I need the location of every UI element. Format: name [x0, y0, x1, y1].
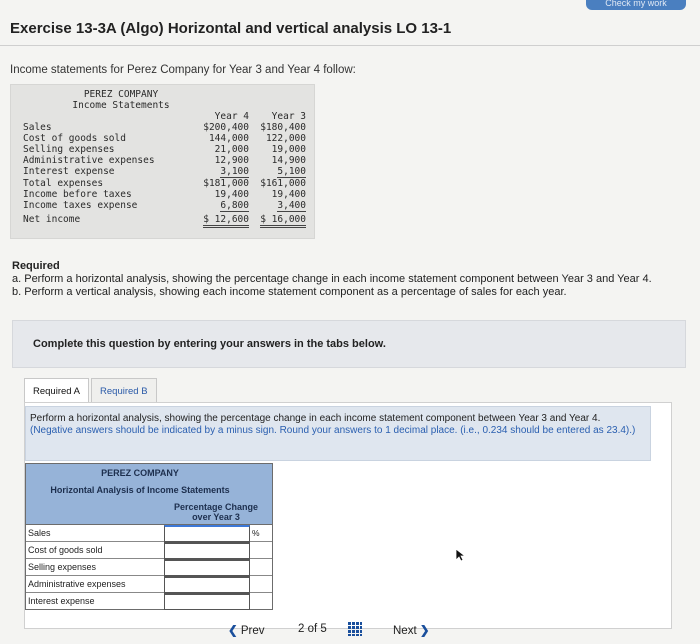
required-b-text: b. Perform a vertical analysis, showing each income statement component as a percentage of sales for each year.	[12, 286, 567, 298]
year3-value: 5,100	[277, 166, 306, 177]
tab-required-b[interactable]: Required B	[91, 378, 157, 404]
statement-row	[11, 214, 314, 226]
table-row	[26, 559, 272, 576]
row-label: Income before taxes	[23, 189, 132, 200]
year4-value: 144,000	[208, 133, 249, 144]
table-header	[26, 464, 272, 525]
page-position: 2 of 5	[298, 623, 327, 635]
row-label: Sales	[23, 122, 52, 133]
row-label: Cost of goods sold	[23, 133, 126, 144]
row-label: Administrative expenses	[23, 155, 155, 166]
year4-value: 3,100	[220, 166, 249, 177]
prev-label: Prev	[240, 625, 265, 637]
row-label: Net income	[23, 214, 81, 225]
row-label: Administrative expenses	[28, 579, 126, 589]
col-year4-header: Year 4	[214, 111, 249, 122]
statement-row	[11, 200, 314, 212]
row-label: Income taxes expense	[23, 200, 138, 211]
statement-company: PEREZ COMPANY	[83, 89, 159, 100]
year4-value: $181,000	[203, 178, 249, 189]
row-label: Total expenses	[23, 178, 104, 189]
pagination	[228, 620, 448, 640]
percentage-change-header: Percentage Change over Year 3	[173, 502, 259, 522]
row-label: Interest expense	[23, 166, 115, 177]
year3-value: $161,000	[260, 178, 306, 189]
year4-value: 12,900	[214, 155, 249, 166]
row-label: Sales	[28, 528, 51, 538]
required-a-text: a. Perform a horizontal analysis, showing the percentage change in each income statement component between Year 3 and Year 4.	[12, 273, 652, 285]
year3-value: 3,400	[277, 200, 306, 211]
year3-value: 14,900	[271, 155, 306, 166]
table-row	[26, 525, 272, 542]
tab-panel	[24, 402, 672, 629]
year3-value: $180,400	[260, 122, 306, 133]
year4-value: 21,000	[214, 144, 249, 155]
interest-pct-input[interactable]	[164, 593, 250, 610]
complete-banner	[12, 320, 686, 368]
sales-pct-input[interactable]	[164, 525, 250, 542]
statement-row	[11, 166, 314, 178]
next-button[interactable]	[393, 623, 430, 637]
title-divider	[0, 45, 700, 46]
row-label: Selling expenses	[23, 144, 115, 155]
year4-value: $ 12,600	[203, 214, 249, 228]
table-row	[26, 576, 272, 593]
row-label: Cost of goods sold	[28, 545, 103, 555]
row-label: Selling expenses	[28, 562, 97, 572]
percent-symbol: %	[252, 528, 260, 538]
tab-required-a[interactable]: Required A	[24, 378, 89, 404]
table-title: Horizontal Analysis of Income Statements	[50, 485, 230, 495]
instructions-text: Perform a horizontal analysis, showing the percentage change in each income statement component between Year 3 and Year 4.	[30, 413, 601, 424]
admin-pct-input[interactable]	[164, 576, 250, 593]
instructions-box	[25, 406, 651, 461]
cogs-pct-input[interactable]	[164, 542, 250, 559]
instructions-note: (Negative answers should be indicated by a minus sign. Round your answers to 1 decimal place. (i.e., 0.234 should be entered as 23.4).)	[30, 425, 636, 436]
year3-value: 19,400	[271, 189, 306, 200]
required-section	[12, 260, 684, 299]
year4-value: $200,400	[203, 122, 249, 133]
year3-value: 19,000	[271, 144, 306, 155]
year4-value: 6,800	[220, 200, 249, 211]
intro-text: Income statements for Perez Company for Year 3 and Year 4 follow:	[10, 64, 356, 76]
year3-value: 122,000	[265, 133, 306, 144]
check-my-work-button[interactable]: Check my work	[586, 0, 686, 10]
complete-text: Complete this question by entering your answers in the tabs below.	[33, 338, 386, 350]
year4-value: 19,400	[214, 189, 249, 200]
table-row	[26, 593, 272, 609]
required-heading: Required	[12, 260, 60, 272]
horizontal-analysis-table	[25, 463, 273, 610]
requirement-tabs	[24, 378, 157, 404]
income-statement	[10, 84, 315, 239]
prev-button[interactable]	[228, 623, 265, 637]
chevron-right-icon: ❯	[419, 625, 430, 637]
grid-menu-icon[interactable]	[348, 622, 362, 636]
row-label: Interest expense	[28, 596, 95, 606]
table-company: PEREZ COMPANY	[101, 468, 179, 478]
col-year3-header: Year 3	[271, 111, 306, 122]
next-label: Next	[393, 625, 417, 637]
selling-pct-input[interactable]	[164, 559, 250, 576]
statement-title: Income Statements	[72, 100, 170, 111]
mouse-cursor-icon	[455, 548, 467, 562]
table-row	[26, 542, 272, 559]
page-title: Exercise 13-3A (Algo) Horizontal and vertical analysis LO 13-1	[10, 20, 452, 37]
chevron-left-icon: ❮	[228, 625, 238, 637]
year3-value: $ 16,000	[260, 214, 306, 228]
